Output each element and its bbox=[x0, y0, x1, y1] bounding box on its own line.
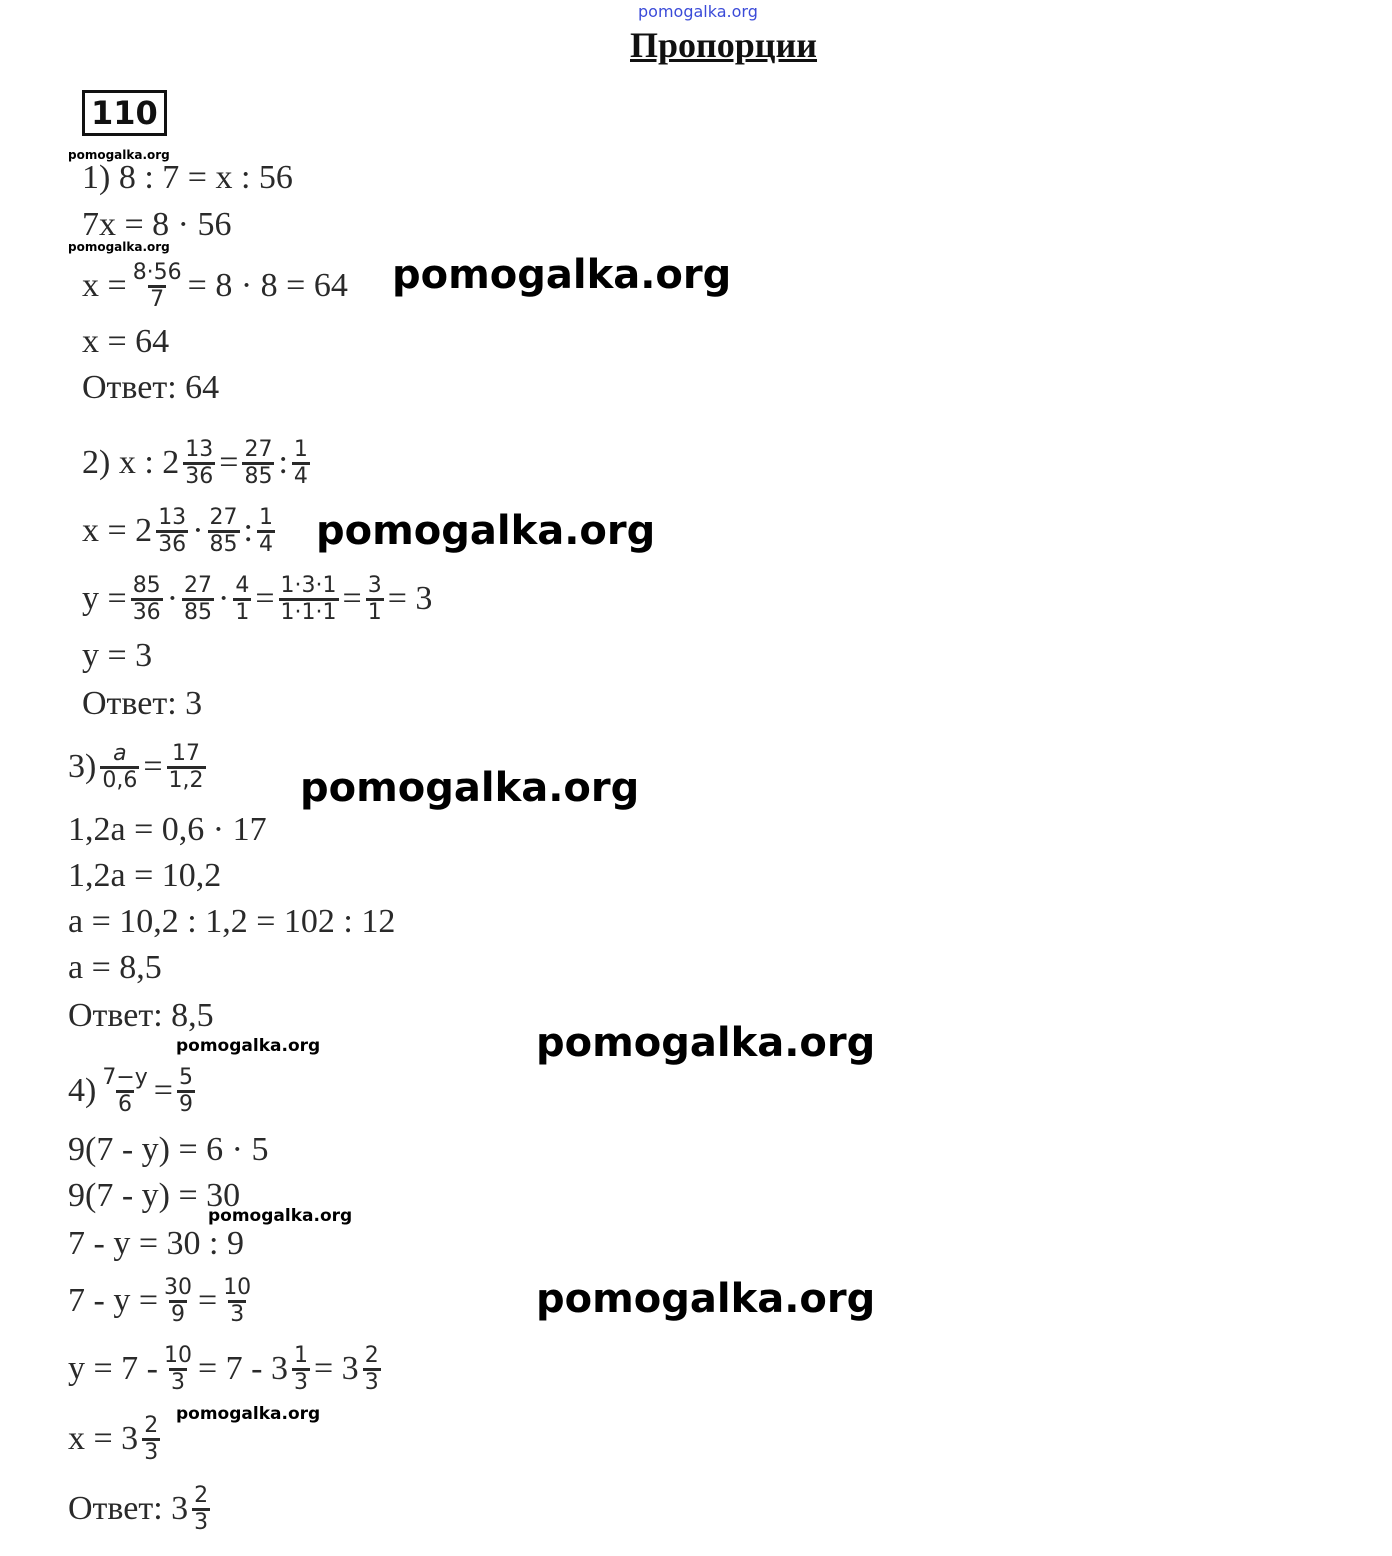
watermark-tiny: pomogalka.org bbox=[68, 148, 170, 162]
numerator: 30 bbox=[164, 1274, 192, 1300]
fraction bbox=[221, 1276, 253, 1327]
p2-line3 bbox=[82, 568, 432, 630]
numerator: 2 bbox=[194, 1482, 209, 1508]
numerator: 7−y bbox=[102, 1064, 148, 1090]
fraction bbox=[292, 1344, 310, 1395]
denominator: 3 bbox=[230, 1301, 245, 1327]
equals: = bbox=[143, 748, 163, 785]
fraction bbox=[192, 1484, 210, 1535]
numerator: 85 bbox=[132, 572, 161, 598]
colon: : bbox=[243, 512, 253, 549]
fraction bbox=[100, 742, 139, 793]
p4-answer bbox=[68, 1478, 214, 1540]
text: y = bbox=[82, 580, 127, 617]
denominator: 85 bbox=[209, 531, 238, 557]
watermark-large: pomogalka.org bbox=[300, 765, 640, 811]
fraction bbox=[257, 506, 275, 557]
numerator: 27 bbox=[184, 572, 213, 598]
text: = 3 bbox=[314, 1350, 359, 1387]
fraction bbox=[131, 261, 184, 312]
equals: = bbox=[153, 1072, 173, 1109]
denominator: 1·1·1 bbox=[280, 599, 337, 625]
p3-line3: 1,2a = 10,2 bbox=[68, 857, 222, 894]
fraction bbox=[242, 438, 274, 489]
p4-line7 bbox=[68, 1408, 164, 1470]
fraction bbox=[167, 742, 206, 793]
numerator: 10 bbox=[223, 1274, 252, 1300]
denominator: 9 bbox=[171, 1301, 185, 1327]
fraction bbox=[100, 1066, 149, 1117]
fraction bbox=[182, 574, 214, 625]
denominator: 1,2 bbox=[168, 767, 204, 793]
fraction bbox=[363, 1344, 381, 1395]
equals: = bbox=[255, 580, 275, 617]
numerator: 27 bbox=[209, 504, 238, 530]
denominator: 85 bbox=[244, 463, 273, 489]
equals: = bbox=[342, 580, 362, 617]
text: y = 7 - bbox=[68, 1350, 158, 1387]
numerator: 5 bbox=[178, 1064, 193, 1090]
dot: · bbox=[192, 512, 204, 549]
fraction bbox=[366, 574, 384, 625]
watermark-small: pomogalka.org bbox=[176, 1036, 321, 1056]
watermark-large: pomogalka.org bbox=[536, 1276, 876, 1322]
p1-line4: x = 64 bbox=[82, 323, 170, 360]
denominator: 7 bbox=[150, 286, 165, 312]
denominator: 36 bbox=[185, 463, 214, 489]
p1-line3 bbox=[82, 256, 348, 316]
equals: = bbox=[198, 1282, 218, 1319]
numerator: 17 bbox=[172, 740, 201, 766]
colon: : bbox=[278, 444, 288, 481]
denominator: 1 bbox=[235, 599, 250, 625]
fraction bbox=[208, 506, 240, 557]
text: x = 3 bbox=[68, 1420, 139, 1457]
text: = 7 - 3 bbox=[198, 1350, 288, 1387]
text: = 3 bbox=[387, 580, 433, 617]
fraction bbox=[131, 574, 163, 625]
numerator: 13 bbox=[185, 436, 214, 462]
denominator: 36 bbox=[132, 599, 161, 625]
denominator: 4 bbox=[258, 531, 273, 557]
p1-line1: 1) 8 : 7 = x : 56 bbox=[82, 159, 293, 196]
dot: · bbox=[166, 580, 179, 617]
watermark-large: pomogalka.org bbox=[316, 508, 656, 554]
p1-answer: Ответ: 64 bbox=[82, 369, 220, 406]
text: 7 - y = bbox=[68, 1282, 158, 1319]
denominator: 3 bbox=[294, 1369, 308, 1395]
text: Ответ: 3 bbox=[68, 1490, 189, 1527]
numerator: 1 bbox=[294, 1342, 308, 1368]
p3-line5: a = 8,5 bbox=[68, 949, 162, 986]
text: 2) x : 2 bbox=[82, 444, 180, 481]
numerator: 13 bbox=[158, 504, 187, 530]
denominator: 9 bbox=[178, 1091, 193, 1117]
denominator: 85 bbox=[184, 599, 213, 625]
denominator: 0,6 bbox=[102, 767, 138, 793]
numerator: 1 bbox=[258, 504, 273, 530]
p3-line2: 1,2a = 0,6 · 17 bbox=[68, 811, 267, 848]
text: 4) bbox=[68, 1072, 97, 1109]
fraction bbox=[177, 1066, 195, 1117]
p4-line5 bbox=[68, 1270, 257, 1332]
denominator: 6 bbox=[118, 1091, 133, 1117]
denominator: 4 bbox=[293, 463, 308, 489]
numerator: 10 bbox=[164, 1342, 192, 1368]
denominator: 1 bbox=[367, 599, 382, 625]
task-number: 110 bbox=[82, 90, 167, 136]
denominator: 3 bbox=[144, 1439, 159, 1465]
p3-line1 bbox=[68, 736, 210, 798]
equals: = bbox=[219, 444, 239, 481]
text: x = 2 bbox=[82, 512, 153, 549]
site-watermark-top: pomogalka.org bbox=[638, 2, 758, 21]
fraction bbox=[142, 1414, 160, 1465]
p2-line4: y = 3 bbox=[82, 637, 153, 674]
denominator: 36 bbox=[158, 531, 187, 557]
p4-line1 bbox=[68, 1060, 199, 1122]
fraction bbox=[156, 506, 188, 557]
p2-line2 bbox=[82, 500, 279, 562]
fraction bbox=[233, 574, 251, 625]
watermark-tiny: pomogalka.org bbox=[68, 240, 170, 254]
text: 3) bbox=[68, 748, 97, 785]
denominator: 3 bbox=[194, 1509, 209, 1535]
p4-line4: 7 - y = 30 : 9 bbox=[68, 1225, 244, 1262]
watermark-large: pomogalka.org bbox=[392, 252, 732, 298]
fraction bbox=[292, 438, 310, 489]
fraction bbox=[279, 574, 339, 625]
fraction bbox=[183, 438, 215, 489]
p4-line3: 9(7 - y) = 30 bbox=[68, 1177, 241, 1214]
p4-line6 bbox=[68, 1338, 385, 1400]
watermark-large: pomogalka.org bbox=[536, 1020, 876, 1066]
numerator: 2 bbox=[364, 1342, 379, 1368]
fraction bbox=[162, 1344, 194, 1395]
numerator: 2 bbox=[144, 1412, 159, 1438]
dot: · bbox=[218, 580, 230, 617]
p2-line1 bbox=[82, 432, 314, 494]
text: x = bbox=[82, 267, 127, 304]
fraction bbox=[162, 1276, 194, 1327]
p1-line2: 7x = 8 · 56 bbox=[82, 206, 232, 243]
numerator: 27 bbox=[244, 436, 273, 462]
p4-line2: 9(7 - y) = 6 · 5 bbox=[68, 1131, 269, 1168]
p2-answer: Ответ: 3 bbox=[82, 685, 203, 722]
numerator: 1·3·1 bbox=[280, 572, 337, 598]
denominator: 3 bbox=[364, 1369, 379, 1395]
p3-answer: Ответ: 8,5 bbox=[68, 997, 214, 1034]
denominator: 3 bbox=[171, 1369, 185, 1395]
numerator: 8·56 bbox=[132, 259, 182, 285]
numerator: 1 bbox=[293, 436, 308, 462]
numerator: a bbox=[113, 740, 127, 766]
text: = 8 · 8 = 64 bbox=[187, 267, 348, 304]
p3-line4: a = 10,2 : 1,2 = 102 : 12 bbox=[68, 903, 396, 940]
watermark-small: pomogalka.org bbox=[208, 1206, 353, 1226]
watermark-small: pomogalka.org bbox=[176, 1404, 321, 1424]
page-title: Пропорции bbox=[630, 25, 818, 65]
numerator: 4 bbox=[235, 572, 250, 598]
numerator: 3 bbox=[367, 572, 382, 598]
